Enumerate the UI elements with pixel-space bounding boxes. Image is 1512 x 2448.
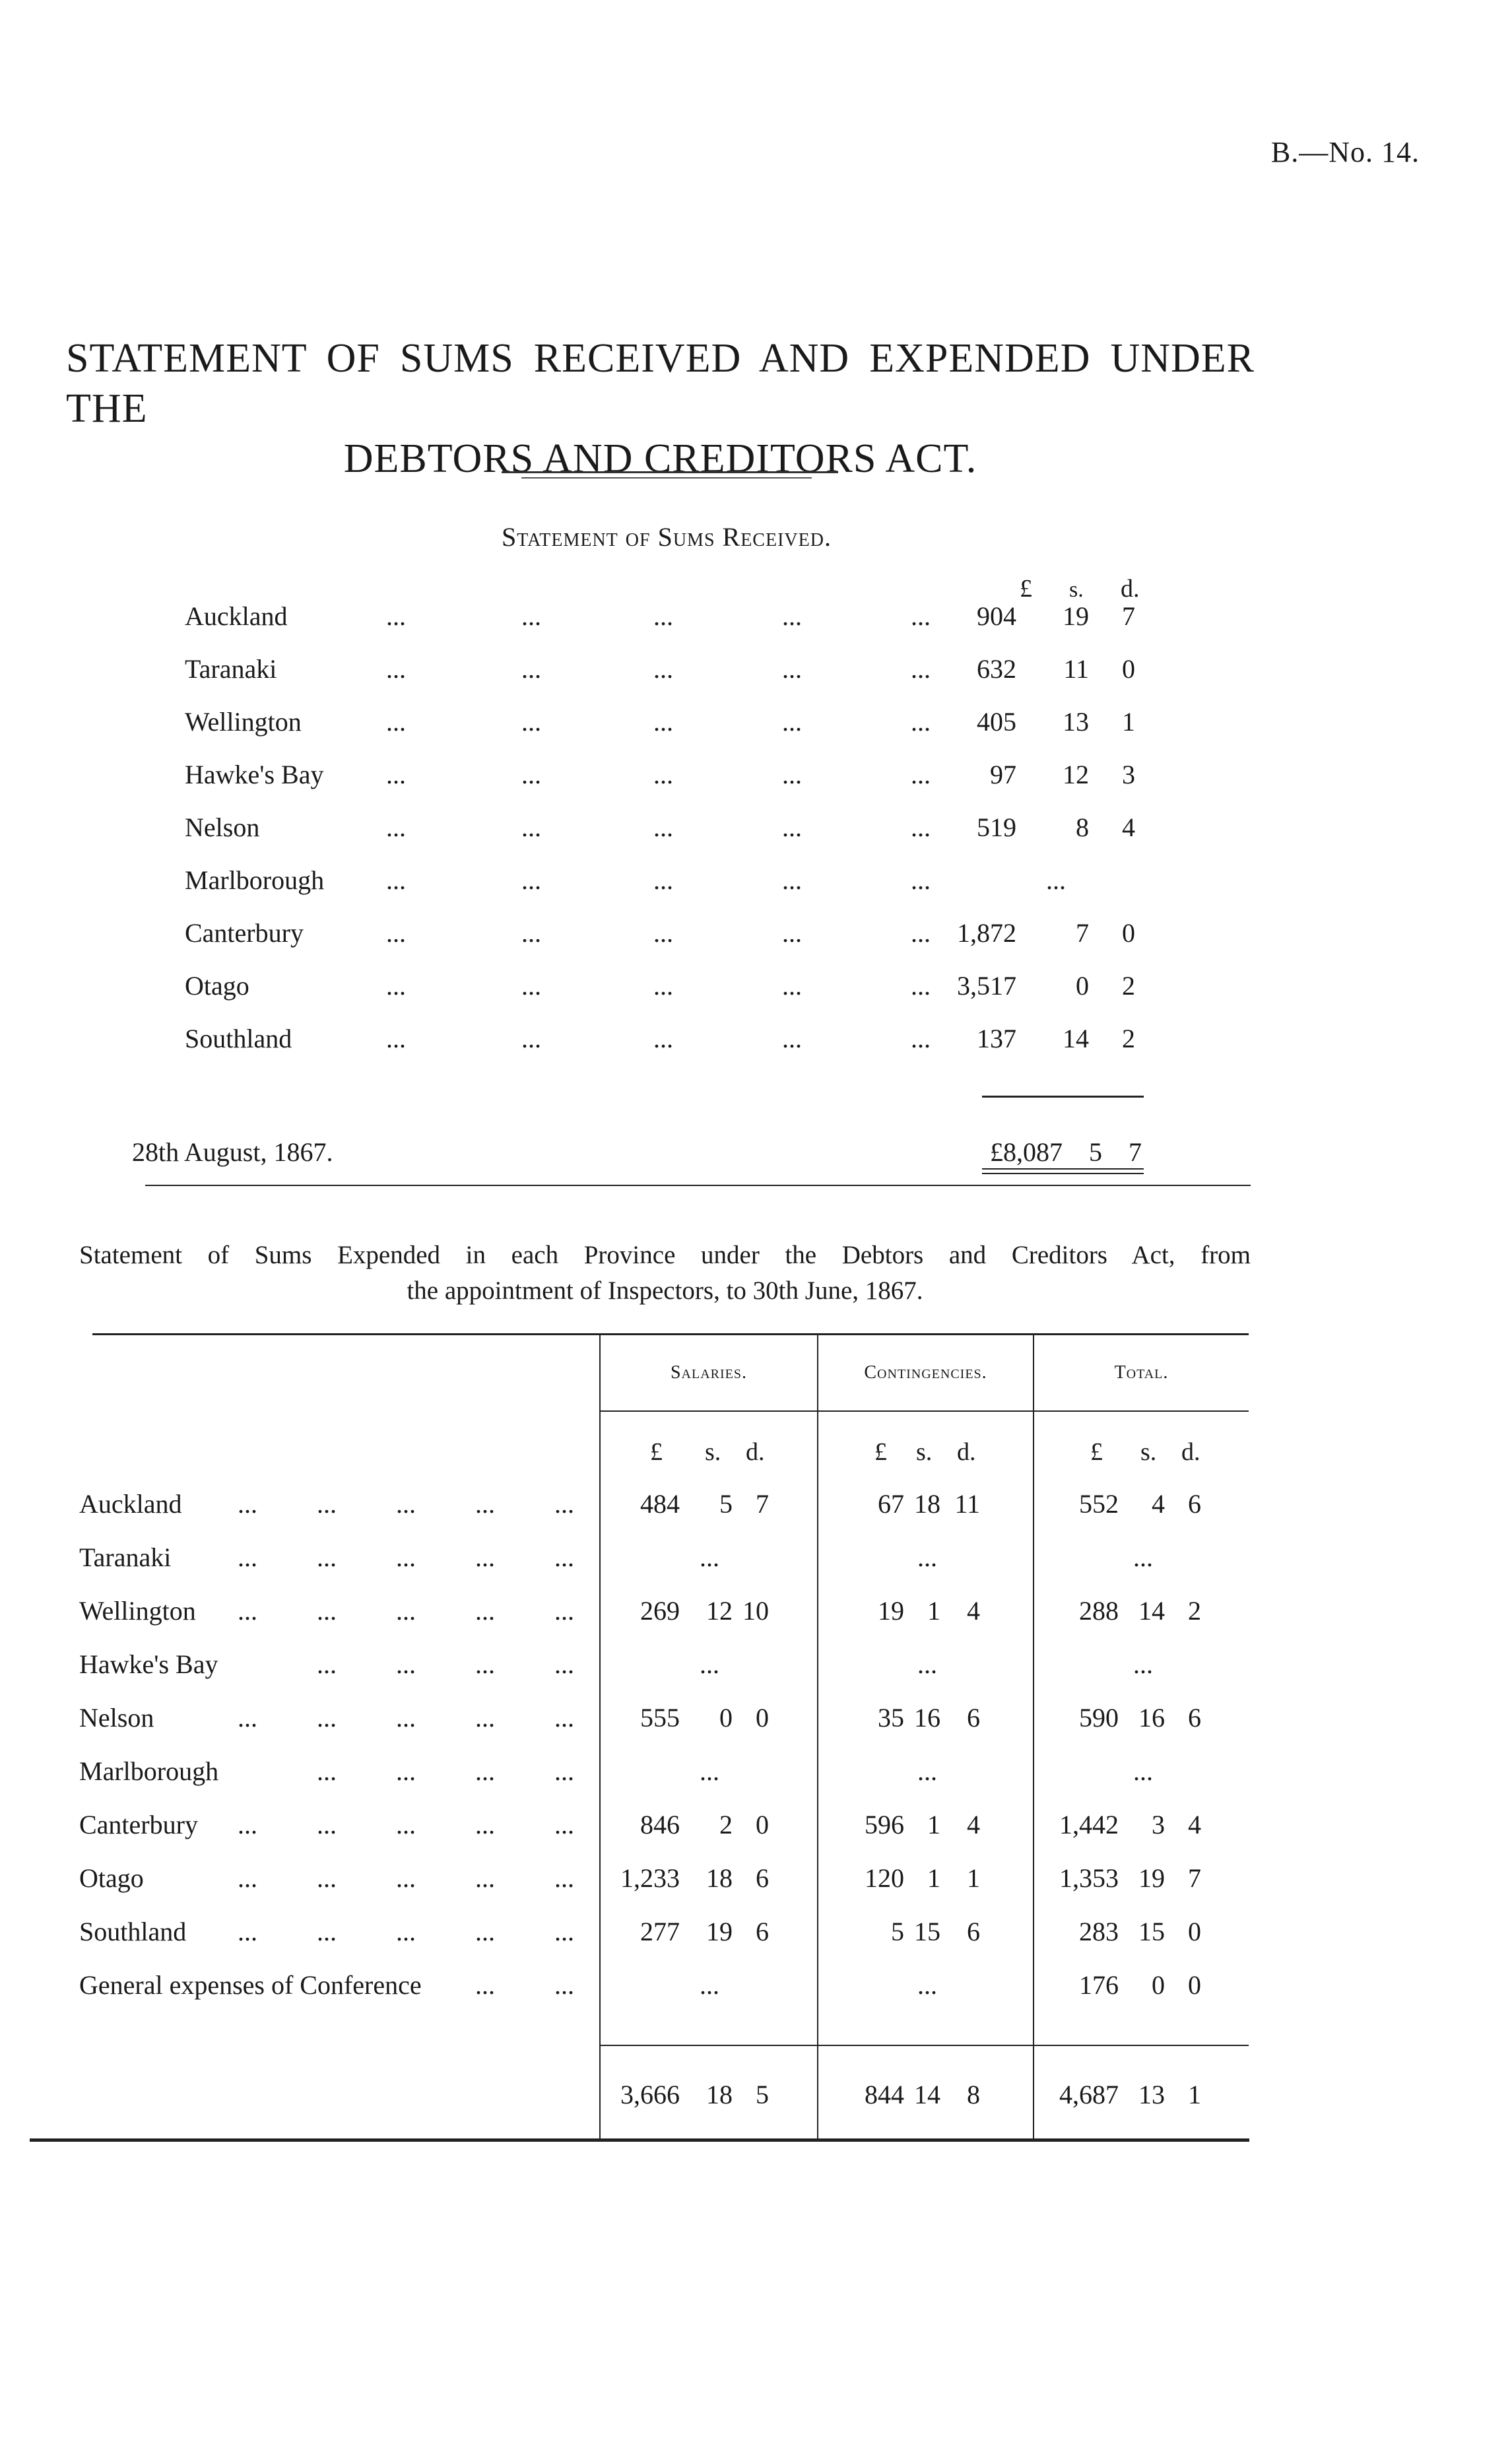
expended-row (0, 1649, 1512, 1702)
leader-dot: ... (386, 654, 406, 684)
province-name: Taranaki (79, 1542, 172, 1572)
sal-pence: 7 (756, 1489, 769, 1519)
sal-pounds: ... (700, 1649, 719, 1679)
leader-dot: ... (475, 1542, 495, 1572)
tot-shillings: 19 (1138, 1863, 1165, 1893)
province-name: General expenses of Conference (79, 1970, 422, 2000)
expended-heading-line-1: Statement of Sums Expended in each Province under the Debtors and Creditors Act, from (79, 1241, 1251, 1269)
received-total-shillings: 5 (1089, 1137, 1102, 1167)
province-name: Canterbury (79, 1810, 198, 1839)
amount-pounds: 97 (990, 760, 1016, 789)
tot-shillings: 15 (1138, 1917, 1165, 1946)
leader-dot: ... (653, 1024, 673, 1053)
sal-shillings: 0 (719, 1703, 733, 1733)
con-shillings: 16 (914, 1703, 940, 1733)
province-name: Wellington (79, 1596, 196, 1626)
total-con-shillings: 14 (914, 2080, 940, 2109)
leader-dot: ... (521, 760, 541, 789)
sal-pence: 10 (742, 1596, 769, 1626)
table-top-rule (92, 1333, 1249, 1335)
leader-dot: ... (317, 1917, 337, 1946)
tot-shillings: 3 (1152, 1810, 1165, 1839)
leader-dot: ... (653, 707, 673, 737)
con-pounds: 5 (891, 1917, 904, 1946)
amount-pounds: 405 (977, 707, 1016, 737)
tot-pence: 6 (1188, 1489, 1201, 1519)
sal-pence: 0 (756, 1703, 769, 1733)
received-row (185, 1023, 1162, 1063)
tot-shillings: 0 (1152, 1970, 1165, 2000)
leader-dot: ... (238, 1596, 257, 1626)
received-sum-line (982, 1096, 1144, 1098)
tot-pence: 0 (1188, 1970, 1201, 2000)
leader-dot: ... (554, 1596, 574, 1626)
leader-dot: ... (782, 1024, 802, 1053)
leader-dot: ... (554, 1649, 574, 1679)
leader-dot: ... (317, 1863, 337, 1893)
sal-pounds: 484 (640, 1489, 680, 1519)
title-rule (502, 471, 838, 473)
leader-dot: ... (386, 760, 406, 789)
leader-dot: ... (521, 812, 541, 842)
leader-dot: ... (521, 918, 541, 948)
amount-pounds: 3,517 (957, 971, 1016, 1001)
total-pence-unit: d. (1181, 1438, 1200, 1466)
province-name: Hawke's Bay (185, 760, 324, 789)
leader-dot: ... (386, 601, 406, 631)
total-shillings-unit: s. (1140, 1438, 1157, 1466)
province-name: Auckland (79, 1489, 182, 1519)
leader-dot: ... (554, 1542, 574, 1572)
leader-dot: ... (317, 1703, 337, 1733)
leader-dot: ... (521, 654, 541, 684)
leader-dot: ... (317, 1542, 337, 1572)
expended-row (0, 1542, 1512, 1595)
sal-pounds: 555 (640, 1703, 680, 1733)
leader-dot: ... (386, 865, 406, 895)
amount-shillings: 8 (1076, 812, 1089, 842)
document-reference: B.—No. 14. (1270, 136, 1420, 168)
leader-dot: ... (911, 707, 931, 737)
leader-dot: ... (238, 1863, 257, 1893)
contingencies-pence-unit: d. (957, 1438, 976, 1466)
sal-pounds: 269 (640, 1596, 680, 1626)
con-pence: 4 (967, 1810, 980, 1839)
contingencies-shillings-unit: s. (916, 1438, 933, 1466)
received-total-underline-2 (982, 1173, 1144, 1174)
con-pounds: 35 (878, 1703, 904, 1733)
leader-dot: ... (653, 865, 673, 895)
sal-pence: 6 (756, 1917, 769, 1946)
received-row (185, 653, 1162, 693)
province-name: Marlborough (185, 865, 325, 895)
leader-dot: ... (521, 601, 541, 631)
tot-pounds: 176 (1079, 1970, 1119, 2000)
leader-dot: ... (238, 1489, 257, 1519)
leader-dot: ... (396, 1703, 416, 1733)
received-total-pounds: £8,087 (990, 1137, 1063, 1167)
tot-shillings: 16 (1138, 1703, 1165, 1733)
sal-pounds: 1,233 (620, 1863, 680, 1893)
salaries-header: Salaries. (670, 1362, 747, 1383)
sal-pence: 6 (756, 1863, 769, 1893)
received-row (185, 812, 1162, 851)
tot-pounds: 1,353 (1059, 1863, 1119, 1893)
leader-dot: ... (396, 1596, 416, 1626)
title-rule-inner (521, 477, 812, 479)
amount-shillings: 11 (1063, 654, 1089, 684)
leader-dot: ... (782, 918, 802, 948)
amount-shillings: 14 (1063, 1024, 1089, 1053)
con-pounds: ... (917, 1649, 937, 1679)
leader-dot: ... (554, 1703, 574, 1733)
leader-dot: ... (317, 1756, 337, 1786)
sal-shillings: 18 (706, 1863, 733, 1893)
leader-dot: ... (386, 812, 406, 842)
expended-heading-line-2: the appointment of Inspectors, to 30th June, 1867. (407, 1276, 923, 1305)
sal-pounds: ... (700, 1970, 719, 2000)
table-bottom-rule (30, 2138, 1249, 2142)
leader-dot: ... (782, 812, 802, 842)
leader-dot: ... (782, 971, 802, 1001)
received-heading: Statement of Sums Received. (502, 522, 832, 552)
amount-pence: 0 (1122, 654, 1135, 684)
leader-dot: ... (396, 1917, 416, 1946)
province-name: Otago (185, 971, 249, 1001)
amount-pence: 3 (1122, 760, 1135, 789)
tot-pounds: 288 (1079, 1596, 1119, 1626)
expended-row (0, 1969, 1512, 2022)
leader-dot: ... (386, 918, 406, 948)
leader-dot: ... (554, 1489, 574, 1519)
amount-shillings: 0 (1076, 971, 1089, 1001)
leader-dot: ... (782, 654, 802, 684)
sal-pounds: 846 (640, 1810, 680, 1839)
leader-dot: ... (911, 865, 931, 895)
amount-pence: 2 (1122, 971, 1135, 1001)
tot-pounds: ... (1133, 1756, 1153, 1786)
tot-pounds: 283 (1079, 1917, 1119, 1946)
leader-dot: ... (911, 601, 931, 631)
sal-pounds: 277 (640, 1917, 680, 1946)
title-line-2: DEBTORS AND CREDITORS ACT. (343, 436, 977, 481)
leader-dot: ... (911, 812, 931, 842)
sal-shillings: 19 (706, 1917, 733, 1946)
amount-shillings: 13 (1063, 707, 1089, 737)
amount-pounds: 1,872 (957, 918, 1016, 948)
con-shillings: 18 (914, 1489, 940, 1519)
leader-dot: ... (317, 1596, 337, 1626)
expended-row (0, 1488, 1512, 1541)
leader-dot: ... (396, 1489, 416, 1519)
amount-pence: 2 (1122, 1024, 1135, 1053)
sal-shillings: 12 (706, 1596, 733, 1626)
leader-dot: ... (521, 971, 541, 1001)
leader-dot: ... (386, 971, 406, 1001)
leader-dot: ... (396, 1649, 416, 1679)
sal-shillings: 5 (719, 1489, 733, 1519)
expended-row (0, 1595, 1512, 1648)
section-divider (145, 1185, 1251, 1186)
tot-pence: 2 (1188, 1596, 1201, 1626)
title-line-1: STATEMENT OF SUMS RECEIVED AND EXPENDED UNDER THE (66, 336, 1255, 431)
leader-dot: ... (475, 1596, 495, 1626)
received-row (185, 970, 1162, 1010)
total-header: Total. (1114, 1362, 1169, 1383)
amount-pounds: 519 (977, 812, 1016, 842)
leader-dot: ... (238, 1917, 257, 1946)
received-row (185, 706, 1162, 746)
received-row (185, 601, 1162, 640)
amount-shillings: 19 (1063, 601, 1089, 631)
leader-dot: ... (782, 707, 802, 737)
leader-dot: ... (554, 1863, 574, 1893)
amount-pence: 0 (1122, 918, 1135, 948)
leader-dot: ... (521, 707, 541, 737)
amount-pence: 7 (1122, 601, 1135, 631)
leader-dot: ... (396, 1810, 416, 1839)
received-row (185, 917, 1162, 957)
expended-row (0, 1756, 1512, 1808)
received-row (185, 865, 1162, 904)
leader-dot: ... (653, 812, 673, 842)
tot-pounds: 1,442 (1059, 1810, 1119, 1839)
province-name: Nelson (79, 1703, 154, 1733)
province-name: Taranaki (185, 654, 277, 684)
amount-pounds: 904 (977, 601, 1016, 631)
province-name: Wellington (185, 707, 302, 737)
leader-dot: ... (554, 1756, 574, 1786)
amount-shillings: 7 (1076, 918, 1089, 948)
contingencies-header: Contingencies. (864, 1362, 987, 1383)
salaries-shillings-unit: s. (705, 1438, 721, 1466)
leader-dot: ... (475, 1703, 495, 1733)
leader-dot: ... (238, 1810, 257, 1839)
con-pounds: ... (917, 1970, 937, 2000)
leader-dot: ... (911, 971, 931, 1001)
province-name: Marlborough (79, 1756, 219, 1786)
province-name: Southland (185, 1024, 292, 1053)
con-pounds: 19 (878, 1596, 904, 1626)
amount-pence: 1 (1122, 707, 1135, 737)
leader-dot: ... (238, 1542, 257, 1572)
tot-pence: 6 (1188, 1703, 1201, 1733)
con-pounds: ... (917, 1756, 937, 1786)
con-pounds: ... (917, 1542, 937, 1572)
totals-rule (599, 2045, 1249, 2046)
tot-pounds: ... (1133, 1649, 1153, 1679)
leader-dot: ... (782, 865, 802, 895)
expended-row (0, 1809, 1512, 1862)
leader-dot: ... (396, 1756, 416, 1786)
salaries-pence-unit: d. (746, 1438, 765, 1466)
received-date: 28th August, 1867. (132, 1137, 333, 1167)
contingencies-pounds-unit: £ (874, 1438, 887, 1466)
sal-pounds: ... (700, 1542, 719, 1572)
leader-dot: ... (521, 865, 541, 895)
tot-pence: 4 (1188, 1810, 1201, 1839)
province-name: Southland (79, 1917, 187, 1946)
leader-dot: ... (475, 1917, 495, 1946)
con-shillings: 1 (927, 1810, 940, 1839)
con-pence: 11 (954, 1489, 980, 1519)
leader-dot: ... (475, 1863, 495, 1893)
received-total-pence: 7 (1129, 1137, 1142, 1167)
con-shillings: 1 (927, 1863, 940, 1893)
con-pounds: 120 (865, 1863, 904, 1893)
total-sal-pounds: 3,666 (620, 2080, 680, 2109)
province-name: Nelson (185, 812, 260, 842)
con-pence: 4 (967, 1596, 980, 1626)
tot-shillings: 14 (1138, 1596, 1165, 1626)
expended-heading (79, 1238, 1251, 1309)
leader-dot: ... (475, 1970, 495, 2000)
con-shillings: 1 (927, 1596, 940, 1626)
leader-dot: ... (653, 971, 673, 1001)
total-con-pounds: 844 (865, 2080, 904, 2109)
province-name: Otago (79, 1863, 144, 1893)
tot-pounds: ... (1133, 1542, 1153, 1572)
con-pence: 6 (967, 1917, 980, 1946)
con-shillings: 15 (914, 1917, 940, 1946)
leader-dot: ... (653, 918, 673, 948)
leader-dot: ... (475, 1756, 495, 1786)
expended-row (0, 1916, 1512, 1969)
sal-pounds: ... (700, 1756, 719, 1786)
tot-pounds: 552 (1079, 1489, 1119, 1519)
sal-pence: 0 (756, 1810, 769, 1839)
leader-dot: ... (386, 1024, 406, 1053)
leader-dot: ... (911, 1024, 931, 1053)
leader-dot: ... (475, 1810, 495, 1839)
leader-dot: ... (554, 1917, 574, 1946)
total-sal-pence: 5 (756, 2080, 769, 2109)
leader-dot: ... (475, 1649, 495, 1679)
con-pence: 1 (967, 1863, 980, 1893)
province-name: Auckland (185, 601, 288, 631)
amount-pounds: 632 (977, 654, 1016, 684)
leader-dot: ... (317, 1489, 337, 1519)
amount-shillings: 12 (1063, 760, 1089, 789)
leader-dot: ... (653, 760, 673, 789)
total-tot-pounds: 4,687 (1059, 2080, 1119, 2109)
leader-dot: ... (386, 707, 406, 737)
leader-dot: ... (396, 1542, 416, 1572)
leader-dot: ... (238, 1703, 257, 1733)
leader-dot: ... (911, 760, 931, 789)
leader-dot: ... (653, 654, 673, 684)
received-row (185, 759, 1162, 799)
tot-pence: 7 (1188, 1863, 1201, 1893)
leader-dot: ... (911, 654, 931, 684)
total-sal-shillings: 18 (706, 2080, 733, 2109)
total-pounds-unit: £ (1090, 1438, 1103, 1466)
tot-shillings: 4 (1152, 1489, 1165, 1519)
total-con-pence: 8 (967, 2080, 980, 2109)
leader-dot: ... (554, 1970, 574, 2000)
leader-dot: ... (782, 760, 802, 789)
expended-row (0, 1863, 1512, 1915)
leader-dot: ... (911, 918, 931, 948)
leader-dot: ... (317, 1649, 337, 1679)
amount-pounds: 137 (977, 1024, 1016, 1053)
total-tot-pence: 1 (1188, 2080, 1201, 2109)
totals-row (0, 2079, 1512, 2132)
pounds-unit: £ (1020, 575, 1032, 603)
total-tot-shillings: 13 (1138, 2080, 1165, 2109)
header-rule (599, 1410, 1249, 1412)
amount-pence: 4 (1122, 812, 1135, 842)
page-title (66, 333, 1255, 484)
leader-dot: ... (554, 1810, 574, 1839)
leader-dot: ... (653, 601, 673, 631)
leader-dot: ... (317, 1810, 337, 1839)
con-pence: 6 (967, 1703, 980, 1733)
amount-pounds: ... (1046, 865, 1066, 895)
expended-row (0, 1702, 1512, 1755)
shillings-unit: s. (1069, 578, 1084, 602)
tot-pounds: 590 (1079, 1703, 1119, 1733)
sal-shillings: 2 (719, 1810, 733, 1839)
pence-unit: d. (1121, 575, 1140, 603)
tot-pence: 0 (1188, 1917, 1201, 1946)
con-pounds: 67 (878, 1489, 904, 1519)
con-pounds: 596 (865, 1810, 904, 1839)
leader-dot: ... (396, 1863, 416, 1893)
province-name: Canterbury (185, 918, 304, 948)
leader-dot: ... (782, 601, 802, 631)
province-name: Hawke's Bay (79, 1649, 218, 1679)
leader-dot: ... (521, 1024, 541, 1053)
received-total-underline-1 (982, 1168, 1144, 1170)
salaries-pounds-unit: £ (650, 1438, 663, 1466)
leader-dot: ... (475, 1489, 495, 1519)
